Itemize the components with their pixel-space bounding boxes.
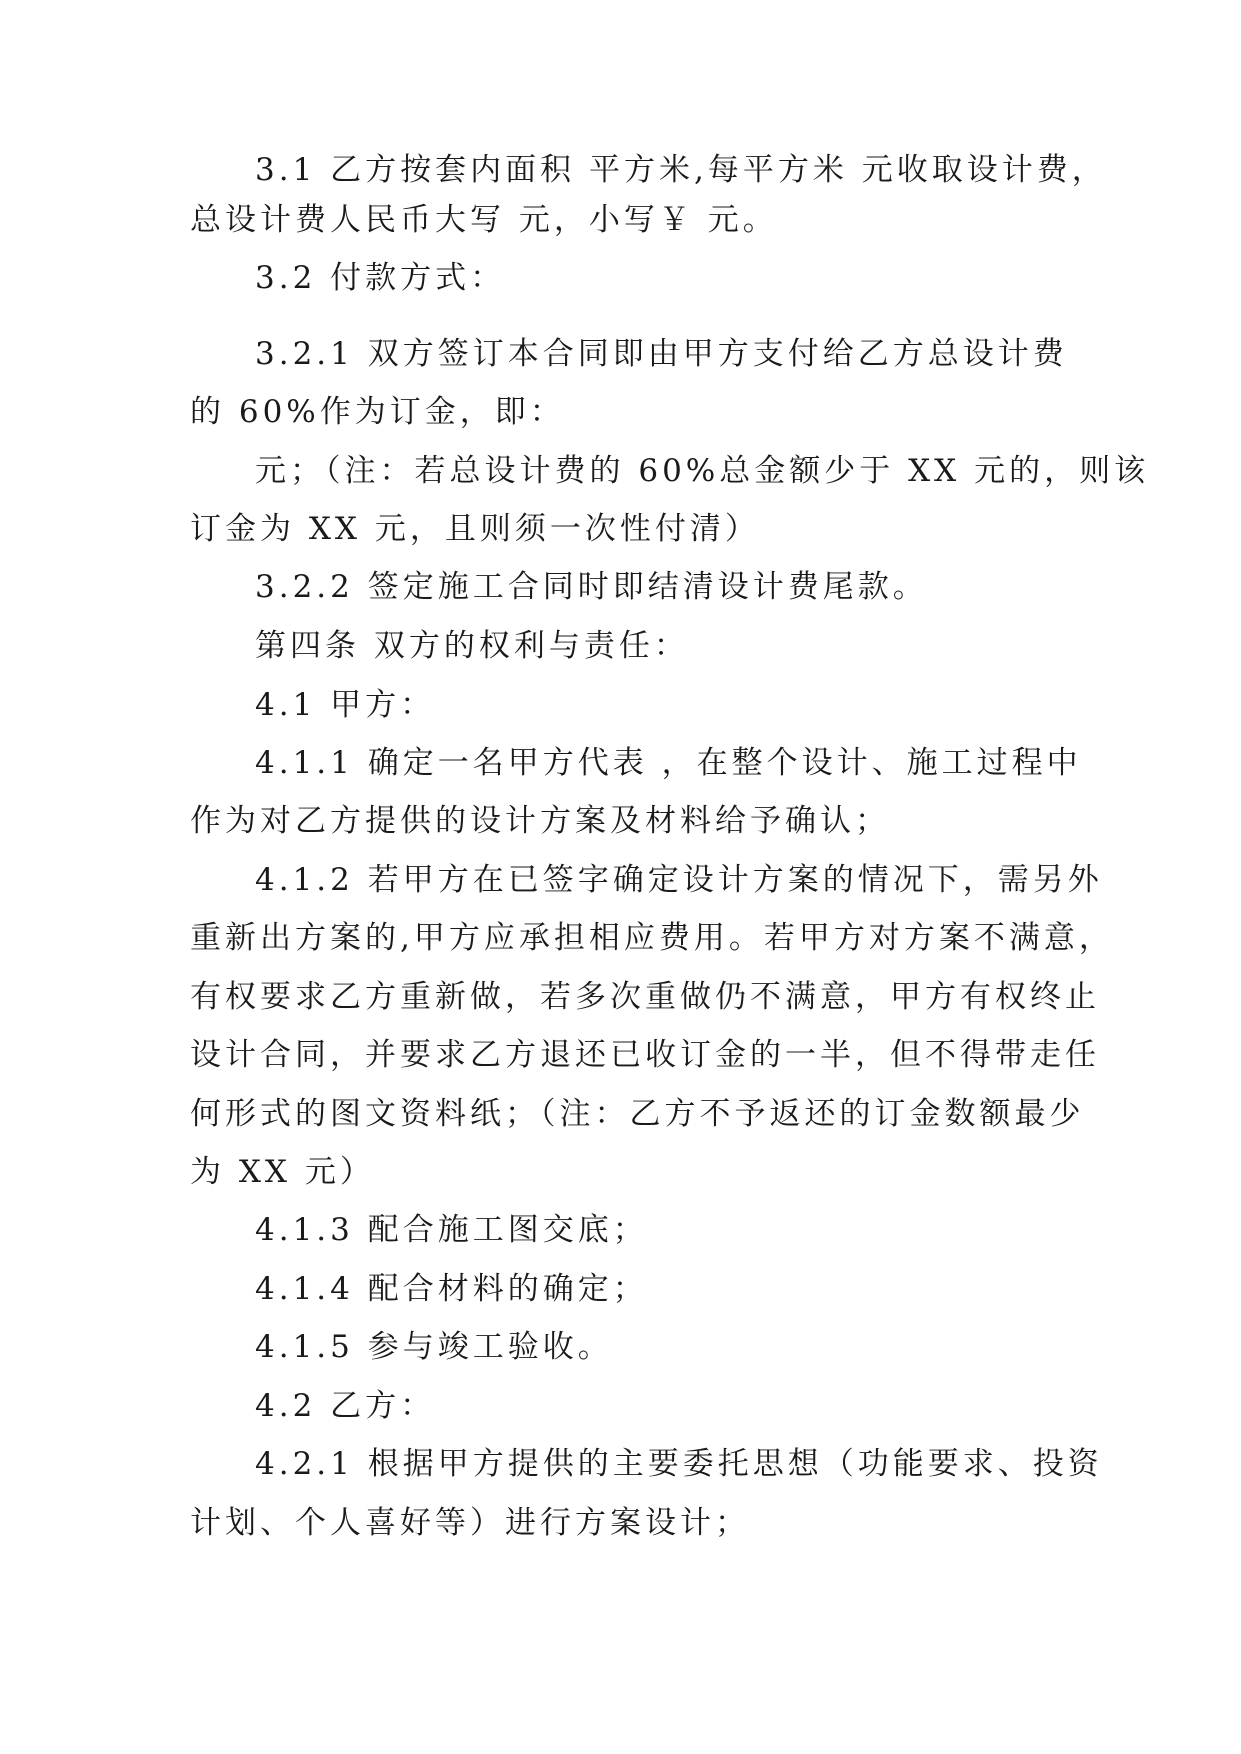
text-line: 计划、个人喜好等）进行方案设计；	[190, 1505, 750, 1541]
section-heading: 第四条 双方的权利与责任：	[255, 628, 689, 664]
text-line: 3.2.2 签定施工合同时即结清设计费尾款。	[255, 569, 928, 605]
text-line: 订金为 XX 元，且则须一次性付清）	[190, 511, 760, 547]
text-line: 的 60%作为订金，即：	[190, 394, 565, 430]
text-line: 何形式的图文资料纸；（注：乙方不予返还的订金数额最少	[190, 1096, 1085, 1132]
text-line: 重新出方案的,甲方应承担相应费用。若甲方对方案不满意，	[190, 920, 1114, 956]
text-line: 3.1 乙方按套内面积 平方米,每平方米 元收取设计费，	[255, 152, 1107, 188]
text-line: 设计合同，并要求乙方退还已收订金的一半，但不得带走任	[190, 1037, 1100, 1073]
text-line: 总设计费人民币大写 元，小写￥ 元。	[190, 202, 778, 238]
text-line: 元；（注：若总设计费的 60%总金额少于 XX 元的，则该	[255, 453, 1150, 489]
text-line: 为 XX 元）	[190, 1154, 375, 1190]
text-line: 4.1.5 参与竣工验收。	[255, 1329, 613, 1365]
text-line: 3.2 付款方式：	[255, 260, 506, 296]
text-line: 4.1.4 配合材料的确定；	[255, 1271, 648, 1307]
text-line: 4.1.3 配合施工图交底；	[255, 1212, 648, 1248]
text-line: 4.1 甲方：	[255, 687, 436, 723]
text-line: 作为对乙方提供的设计方案及材料给予确认；	[190, 803, 890, 839]
text-line: 有权要求乙方重新做，若多次重做仍不满意，甲方有权终止	[190, 979, 1100, 1015]
text-line: 4.1.1 确定一名甲方代表 ，在整个设计、施工过程中	[255, 745, 1082, 781]
text-line: 4.2.1 根据甲方提供的主要委托思想（功能要求、投资	[255, 1446, 1103, 1482]
text-line: 4.2 乙方：	[255, 1388, 436, 1424]
text-line: 3.2.1 双方签订本合同即由甲方支付给乙方总设计费	[255, 336, 1068, 372]
text-line: 4.1.2 若甲方在已签字确定设计方案的情况下，需另外	[255, 862, 1103, 898]
